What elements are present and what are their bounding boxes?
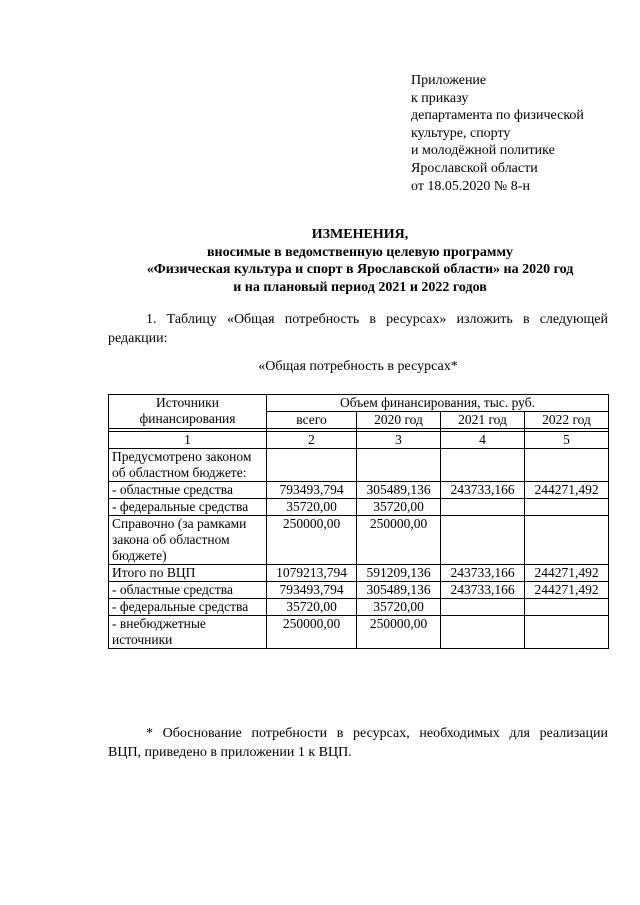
- row-value: 244271,492: [525, 582, 609, 599]
- footnote: [108, 724, 608, 762]
- table-row: [109, 582, 609, 599]
- col-number: 5: [525, 432, 609, 449]
- row-value: [357, 449, 441, 482]
- row-value: [441, 449, 525, 482]
- row-value: 35720,00: [357, 499, 441, 516]
- row-value: 793493,794: [267, 482, 357, 499]
- document-title: [100, 226, 620, 296]
- header-col: всего: [267, 412, 357, 429]
- row-label: - областные средства: [109, 482, 267, 499]
- row-value: 591209,136: [357, 565, 441, 582]
- row-value: 1079213,794: [267, 565, 357, 582]
- table-row: [109, 482, 609, 499]
- footnote-line: * Обоснование потребности в ресурсах, необходимых для реализации: [146, 726, 608, 741]
- row-value: [525, 516, 609, 565]
- row-value: 35720,00: [267, 499, 357, 516]
- row-value: [441, 616, 525, 649]
- title-line: ИЗМЕНЕНИЯ,: [311, 227, 409, 242]
- row-value: 244271,492: [525, 482, 609, 499]
- paragraph-line: редакции:: [108, 331, 168, 346]
- table-row: [109, 599, 609, 616]
- row-value: [441, 599, 525, 616]
- header-col: 2021 год: [441, 412, 525, 429]
- appendix-line: департамента по физической: [411, 108, 584, 124]
- table-title: «Общая потребность в ресурсах*: [258, 359, 458, 374]
- row-value: 305489,136: [357, 582, 441, 599]
- title-line: вносимые в ведомственную целевую программу: [207, 244, 513, 260]
- appendix-line: Приложение: [411, 73, 487, 88]
- row-value: 250000,00: [267, 616, 357, 649]
- change-paragraph: [108, 310, 608, 348]
- col-number: 2: [267, 432, 357, 449]
- table-row: [109, 516, 609, 565]
- appendix-block: [411, 72, 631, 195]
- table-header-row: [109, 395, 609, 412]
- row-value: 243733,166: [441, 482, 525, 499]
- header-volume: Объем финансирования, тыс. руб.: [267, 395, 609, 412]
- row-value: [525, 499, 609, 516]
- row-label: Предусмотрено законом об областном бюджете:: [109, 449, 267, 482]
- table-row: [109, 499, 609, 516]
- header-source: Источники финансирования: [109, 395, 267, 429]
- appendix-line: культуре, спорту: [411, 125, 511, 141]
- row-value: [267, 449, 357, 482]
- row-value: 250000,00: [267, 516, 357, 565]
- row-label: Итого по ВЦП: [109, 565, 267, 582]
- row-value: 250000,00: [357, 516, 441, 565]
- appendix-line: от 18.05.2020 № 8-н: [411, 178, 530, 194]
- table-row: [109, 616, 609, 649]
- col-number: 3: [357, 432, 441, 449]
- appendix-line: Ярославской области: [411, 160, 538, 176]
- row-value: [525, 599, 609, 616]
- row-value: 793493,794: [267, 582, 357, 599]
- paragraph-line: 1. Таблицу «Общая потребность в ресурсах» изложить в следующей: [146, 312, 608, 327]
- row-value: [441, 516, 525, 565]
- title-line: «Физическая культура и спорт в Ярославской области» на 2020 год: [146, 262, 574, 277]
- appendix-line: и молодёжной политике: [411, 143, 555, 159]
- row-value: 250000,00: [357, 616, 441, 649]
- header-col: 2022 год: [525, 412, 609, 429]
- row-value: 243733,166: [441, 582, 525, 599]
- row-value: 243733,166: [441, 565, 525, 582]
- row-label: - внебюджетные источники: [109, 616, 267, 649]
- footnote-line: ВЦП, приведено в приложении 1 к ВЦП.: [108, 745, 352, 760]
- row-label: Справочно (за рамками закона об областном бюджете): [109, 516, 267, 565]
- row-label: - федеральные средства: [109, 499, 267, 516]
- title-line: и на плановый период 2021 и 2022 годов: [233, 279, 487, 295]
- col-number: 4: [441, 432, 525, 449]
- header-col: 2020 год: [357, 412, 441, 429]
- row-value: 244271,492: [525, 565, 609, 582]
- row-label: - федеральные средства: [109, 599, 267, 616]
- table-row: [109, 565, 609, 582]
- resources-table: [108, 394, 609, 649]
- row-value: 35720,00: [267, 599, 357, 616]
- column-number-row: [109, 432, 609, 449]
- row-value: [525, 616, 609, 649]
- row-label: - областные средства: [109, 582, 267, 599]
- row-value: 305489,136: [357, 482, 441, 499]
- table-row: [109, 449, 609, 482]
- row-value: [525, 449, 609, 482]
- row-value: 35720,00: [357, 599, 441, 616]
- col-number: 1: [109, 432, 267, 449]
- row-value: [441, 499, 525, 516]
- appendix-line: к приказу: [411, 90, 469, 106]
